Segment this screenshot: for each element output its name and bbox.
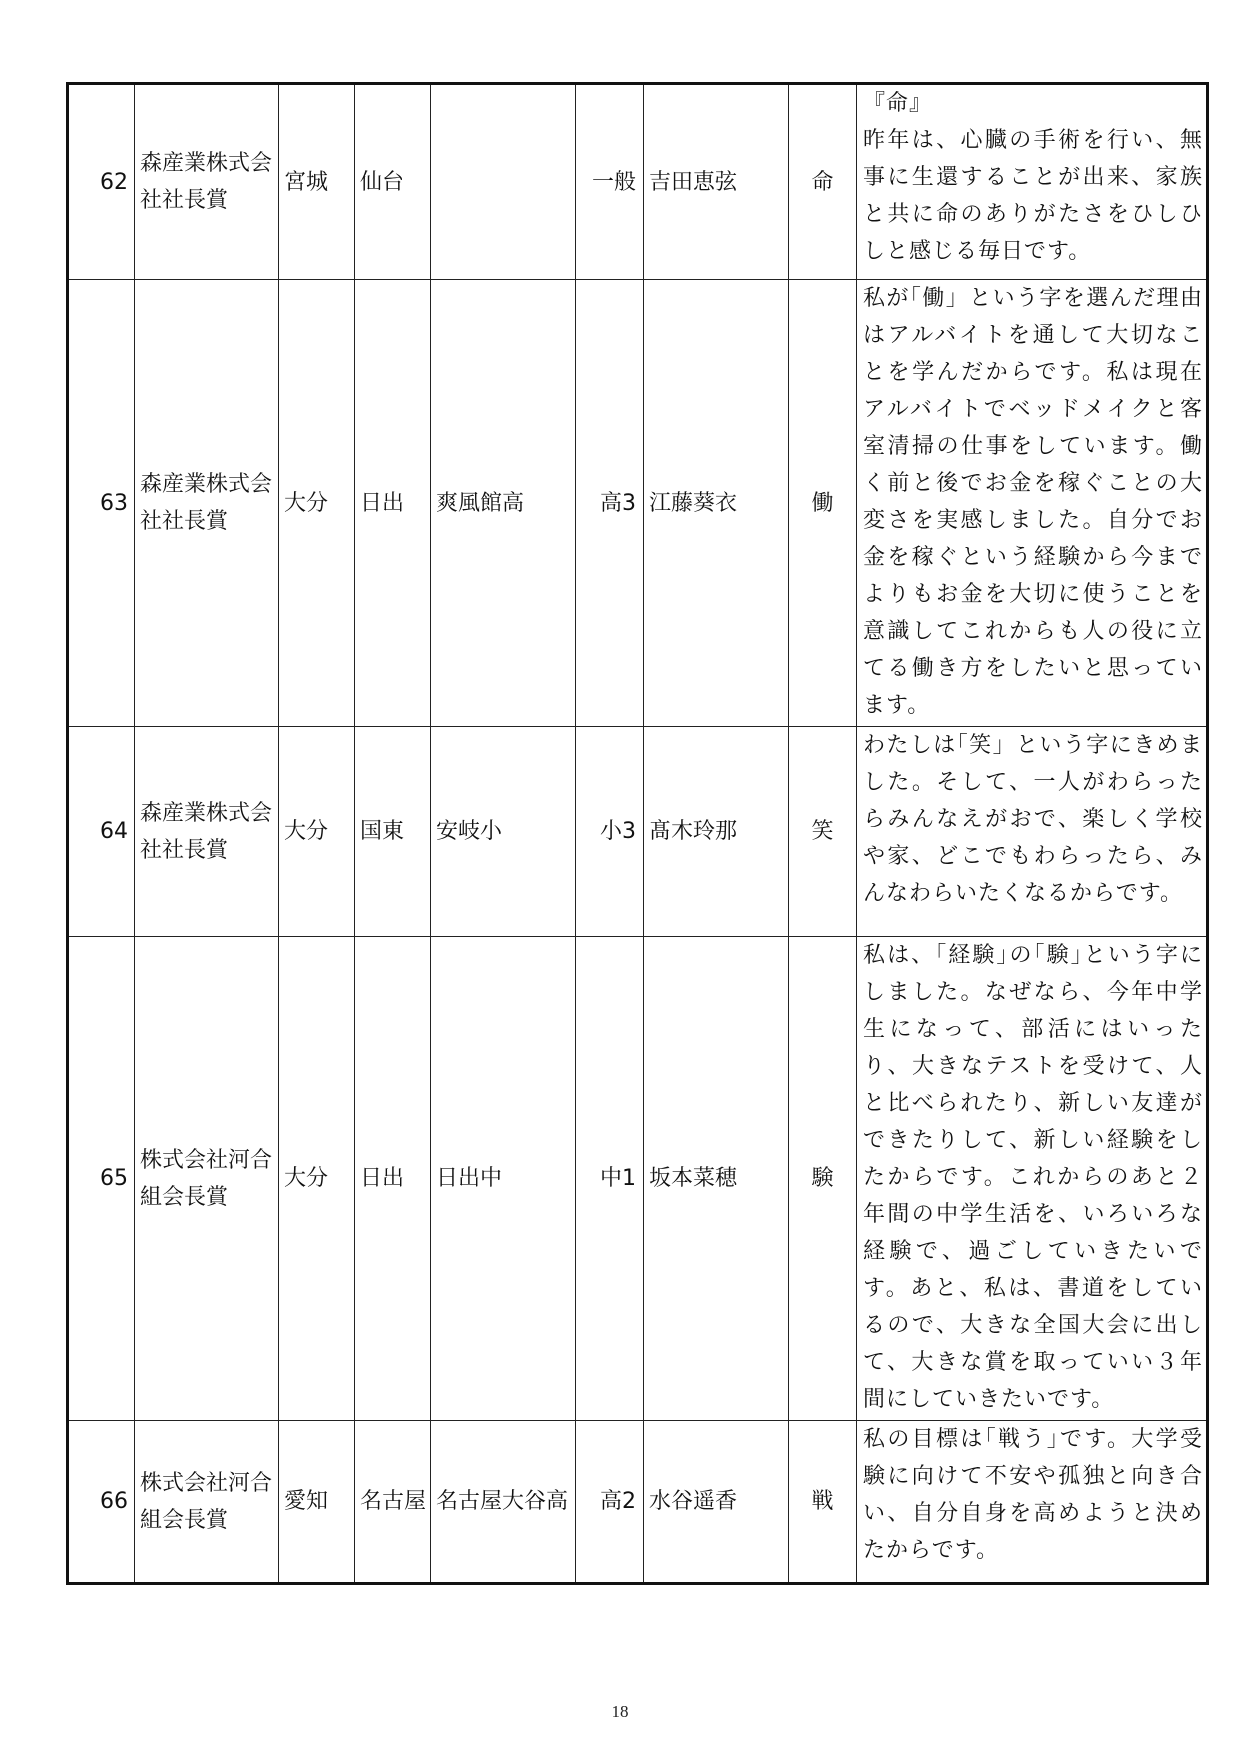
chosen-kanji: 戦	[789, 1421, 857, 1584]
participant-name: 坂本菜穂	[644, 937, 789, 1421]
grade: 高2	[576, 1421, 644, 1584]
school	[431, 84, 576, 280]
grade: 小3	[576, 727, 644, 937]
participant-name: 江藤葵衣	[644, 280, 789, 727]
city: 日出	[355, 937, 431, 1421]
school: 名古屋大谷高	[431, 1421, 576, 1584]
school: 爽風館高	[431, 280, 576, 727]
entry-number: 63	[68, 280, 135, 727]
comment: 『命』 昨年は、心臓の手術を行い、無事に生還することが出来、家族と共に命のありがたさをひしひしと感じる毎日です。	[857, 84, 1208, 280]
chosen-kanji: 働	[789, 280, 857, 727]
comment: 私の目標は｢戦う｣です。大学受験に向けて不安や孤独と向き合い、自分自身を高めようと決めたからです。	[857, 1421, 1208, 1584]
chosen-kanji: 験	[789, 937, 857, 1421]
table-row	[68, 727, 1208, 937]
entry-number: 65	[68, 937, 135, 1421]
comment: 私は、｢経験｣の｢験｣という字にしました。なぜなら、今年中学生になって、部活にはいったり、大きなテストを受けて、人と比べられたり、新しい友達ができたりして、新しい経験をしたからです。これからのあと２年間の中学生活を、いろいろな経験で、過ごしていきたいです。あと、私は、書道をしているので、大きな全国大会に出して、大きな賞を取っていい３年間にしていきたいです。	[857, 937, 1208, 1421]
city: 仙台	[355, 84, 431, 280]
chosen-kanji: 笑	[789, 727, 857, 937]
award-name: 株式会社河合組会長賞	[135, 1421, 279, 1584]
city: 名古屋	[355, 1421, 431, 1584]
participant-name: 吉田恵弦	[644, 84, 789, 280]
award-name: 森産業株式会社社長賞	[135, 727, 279, 937]
grade: 中1	[576, 937, 644, 1421]
participant-name: 水谷遥香	[644, 1421, 789, 1584]
prefecture: 大分	[279, 280, 355, 727]
award-name: 森産業株式会社社長賞	[135, 84, 279, 280]
comment: わたしは｢笑」という字にきめました。そして、一人がわらったらみんなえがおで、楽しく学校や家、どこでもわらったら、みんなわらいたくなるからです。	[857, 727, 1208, 937]
school: 日出中	[431, 937, 576, 1421]
comment: 私が｢働」という字を選んだ理由はアルバイトを通して大切なことを学んだからです。私は現在アルバイトでベッドメイクと客室清掃の仕事をしています。働く前と後でお金を稼ぐことの大変さを実感しました。自分でお金を稼ぐという経験から今までよりもお金を大切に使うことを意識してこれからも人の役に立てる働き方をしたいと思っています。	[857, 280, 1208, 727]
city: 国東	[355, 727, 431, 937]
grade: 高3	[576, 280, 644, 727]
table-row	[68, 280, 1208, 727]
prefecture: 大分	[279, 937, 355, 1421]
prefecture: 愛知	[279, 1421, 355, 1584]
city: 日出	[355, 280, 431, 727]
participant-name: 髙木玲那	[644, 727, 789, 937]
page-number: 18	[611, 1702, 629, 1721]
prefecture: 大分	[279, 727, 355, 937]
grade: 一般	[576, 84, 644, 280]
table-row	[68, 937, 1208, 1421]
prefecture: 宮城	[279, 84, 355, 280]
entry-number: 62	[68, 84, 135, 280]
entry-number: 66	[68, 1421, 135, 1584]
entry-number: 64	[68, 727, 135, 937]
chosen-kanji: 命	[789, 84, 857, 280]
awards-table	[66, 82, 1209, 1585]
school: 安岐小	[431, 727, 576, 937]
table-row	[68, 1421, 1208, 1584]
award-name: 株式会社河合組会長賞	[135, 937, 279, 1421]
award-name: 森産業株式会社社長賞	[135, 280, 279, 727]
table-row	[68, 84, 1208, 280]
